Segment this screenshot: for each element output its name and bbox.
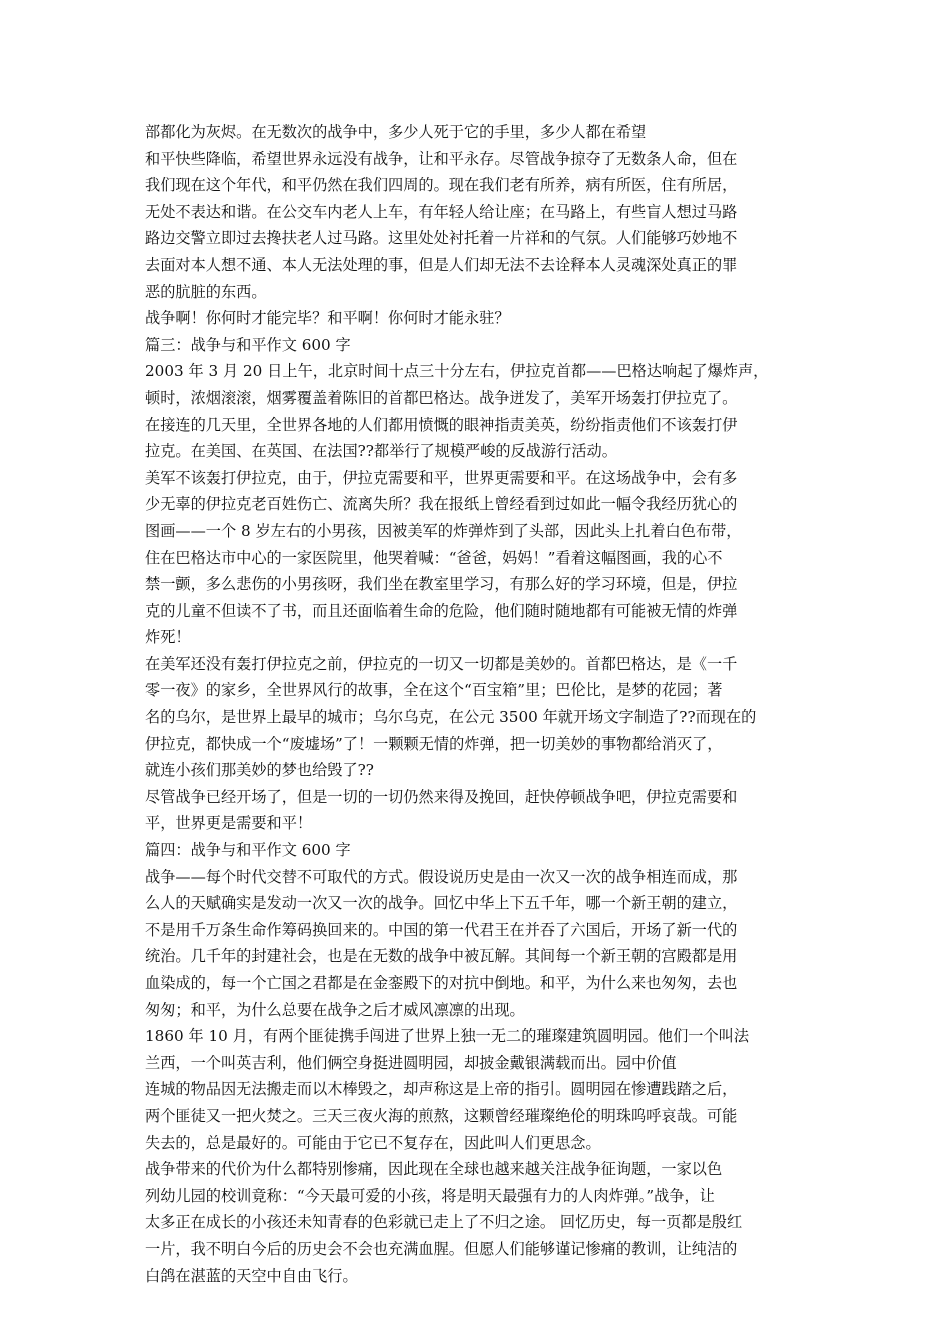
text-line: 禁一颤，多么悲伤的小男孩呀，我们坐在教室里学习，有那么好的学习环境，但是，伊拉 xyxy=(145,575,738,594)
text-line: 就连小孩们那美妙的梦也给毁了?? xyxy=(145,761,374,780)
text-line: 篇四：战争与和平作文 600 字 xyxy=(145,841,351,860)
text-line: 和平快些降临，希望世界永远没有战争，让和平永存。尽管战争掠夺了无数条人命，但在 xyxy=(145,149,738,168)
text-line: 恶的肮脏的东西。 xyxy=(145,282,267,301)
text-line: 篇三：战争与和平作文 600 字 xyxy=(145,335,351,354)
text-line: 图画——一个 8 岁左右的小男孩，因被美军的炸弹炸到了头部，因此头上扎着白色布带， xyxy=(145,521,742,540)
text-line: 克的儿童不但读不了书，而且还面临着生命的危险，他们随时随地都有可能被无情的炸弹 xyxy=(145,601,738,620)
text-line: 么人的天赋确实是发动一次又一次的战争。回忆中华上下五千年，哪一个新王朝的建立， xyxy=(145,894,738,913)
text-line: 统治。几千年的封建社会，也是在无数的战争中被瓦解。其间每一个新王朝的宫殿都是用 xyxy=(145,947,738,966)
text-line: 在美军还没有轰打伊拉克之前，伊拉克的一切又一切都是美妙的。首都巴格达，是《一千 xyxy=(145,654,738,673)
text-line: 在接连的几天里，全世界各地的人们都用愤慨的眼神指责美英，纷纷指责他们不该轰打伊 xyxy=(145,415,738,434)
text-line: 2003 年 3 月 20 日上午，北京时间十点三十分左右，伊拉克首都——巴格达响起了爆炸声， xyxy=(145,362,769,381)
text-line: 去面对本人想不通、本人无法处理的事，但是人们却无法不去诠释本人灵魂深处真正的罪 xyxy=(145,255,738,274)
text-line: 路边交警立即过去搀扶老人过马路。这里处处衬托着一片祥和的气氛。人们能够巧妙地不 xyxy=(145,229,738,248)
text-line: 连城的物品因无法搬走而以木棒毁之，却声称这是上帝的指引。圆明园在惨遭践踏之后， xyxy=(145,1080,738,1099)
text-line: 尽管战争已经开场了，但是一切的一切仍然来得及挽回，赶快停顿战争吧，伊拉克需要和 xyxy=(145,787,738,806)
text-line: 太多正在成长的小孩还未知青春的色彩就已走上了不归之途。 回忆历史，每一页都是殷红 xyxy=(145,1213,743,1232)
text-line: 伊拉克，都快成一个“废墟场”了！一颗颗无情的炸弹，把一切美妙的事物都给消灭了， xyxy=(145,734,723,753)
text-line: 血染成的，每一个亡国之君都是在金銮殿下的对抗中倒地。和平，为什么来也匆匆，去也 xyxy=(145,974,738,992)
text-line: 住在巴格达市中心的一家医院里，他哭着喊：“爸爸，妈妈！”看着这幅图画，我的心不 xyxy=(145,548,723,567)
text-line: 无处不表达和谐。在公交车内老人上车，有年轻人给让座；在马路上，有些盲人想过马路 xyxy=(145,202,738,221)
document-body xyxy=(145,119,813,1289)
text-line: 拉克。在美国、在英国、在法国??都举行了规模严峻的反战游行活动。 xyxy=(145,442,617,461)
text-line: 战争——每个时代交替不可取代的方式。假设说历史是由一次又一次的战争相连而成，那 xyxy=(145,867,738,886)
text-line: 一片，我不明白今后的历史会不会也充满血腥。但愿人们能够谨记惨痛的教训，让纯洁的 xyxy=(145,1239,738,1258)
text-line: 白鸽在湛蓝的天空中自由飞行。 xyxy=(145,1266,358,1285)
text-line: 不是用千万条生命作筹码换回来的。中国的第一代君王在并吞了六国后，开场了新一代的 xyxy=(145,920,738,939)
text-line: 名的乌尔，是世界上最早的城市；乌尔乌克，在公元 3500 年就开场文字制造了??而现在的 xyxy=(145,708,757,727)
text-line: 匆匆；和平，为什么总要在战争之后才威风凛凛的出现。 xyxy=(145,1000,525,1019)
text-line: 我们现在这个年代，和平仍然在我们四周的。现在我们老有所养，病有所医，住有所居， xyxy=(145,176,738,195)
text-line: 零一夜》的家乡，全世界风行的故事，全在这个“百宝箱”里；巴伦比，是梦的花园；著 xyxy=(145,681,723,700)
text-line: 平，世界更是需要和平！ xyxy=(145,814,313,833)
text-line: 美军不该轰打伊拉克，由于，伊拉克需要和平，世界更需要和平。在这场战争中，会有多 xyxy=(145,468,738,487)
text-line: 两个匪徒又一把火焚之。三天三夜火海的煎熬，这颗曾经璀璨绝伦的明珠呜呼哀哉。可能 xyxy=(145,1106,738,1125)
text-line: 兰西，一个叫英吉利，他们俩空身挺进圆明园，却披金戴银满载而出。园中价值 xyxy=(145,1053,677,1072)
text-line: 1860 年 10 月，有两个匪徒携手闯进了世界上独一无二的璀璨建筑圆明园。他们一个叫法 xyxy=(145,1027,750,1046)
text-line: 部都化为灰烬。在无数次的战争中，多少人死于它的手里，多少人都在希望 xyxy=(145,123,647,141)
text-line: 列幼儿园的校训竟称：“今天最可爱的小孩，将是明天最强有力的人肉炸弹。”战争，让 xyxy=(145,1186,715,1205)
text-line: 战争啊！你何时才能完毕？和平啊！你何时才能永驻？ xyxy=(145,309,510,328)
text-line: 少无辜的伊拉克老百姓伤亡、流离失所？我在报纸上曾经看到过如此一幅令我经历犹心的 xyxy=(145,495,738,514)
text-line: 失去的，总是最好的。可能由于它已不复存在，因此叫人们更思念。 xyxy=(145,1133,601,1152)
text-line: 战争带来的代价为什么都特别惨痛，因此现在全球也越来越关注战争征询题，一家以色 xyxy=(145,1160,723,1179)
text-line: 顿时，浓烟滚滚，烟雾覆盖着陈旧的首都巴格达。战争迸发了，美军开场轰打伊拉克了。 xyxy=(145,388,738,407)
text-line: 炸死！ xyxy=(145,628,191,647)
